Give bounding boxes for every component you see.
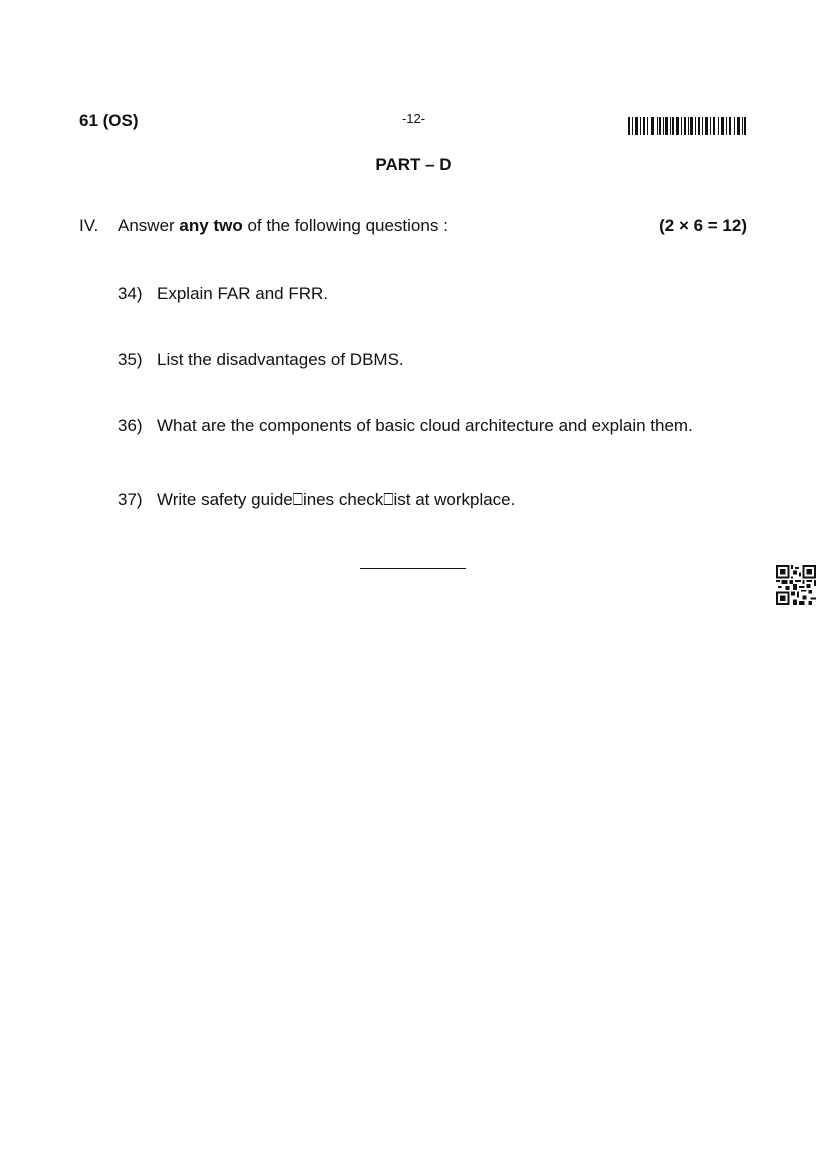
marks-scheme: (2 × 6 = 12) — [659, 216, 747, 235]
instruction-post: of the following questions : — [242, 216, 448, 235]
instruction-roman: IV. — [79, 216, 99, 235]
qr-code-icon — [776, 565, 816, 605]
paper-code: 61 (OS) — [79, 111, 139, 130]
question-35 — [118, 350, 404, 370]
instruction-emphasis: any two — [179, 216, 243, 235]
question-37 — [118, 490, 515, 510]
question-36 — [118, 416, 693, 436]
instruction-line — [79, 216, 747, 236]
question-text: List the disadvantages of DBMS. — [157, 350, 404, 369]
question-text: What are the components of basic cloud architecture and explain them. — [157, 416, 693, 435]
page-number: -12- — [401, 111, 426, 126]
question-text: Explain FAR and FRR. — [157, 284, 329, 303]
question-number: 34) — [118, 284, 143, 303]
end-of-paper-rule — [360, 568, 466, 569]
instruction-pre: Answer — [118, 216, 180, 235]
question-number: 35) — [118, 350, 143, 369]
question-text: Write safety guide⎕ines check⎕ist at workplace. — [157, 490, 516, 509]
part-title: PART – D — [375, 155, 452, 174]
question-34 — [118, 284, 328, 304]
question-number: 36) — [118, 416, 143, 435]
barcode-icon — [628, 117, 746, 135]
question-number: 37) — [118, 490, 143, 509]
